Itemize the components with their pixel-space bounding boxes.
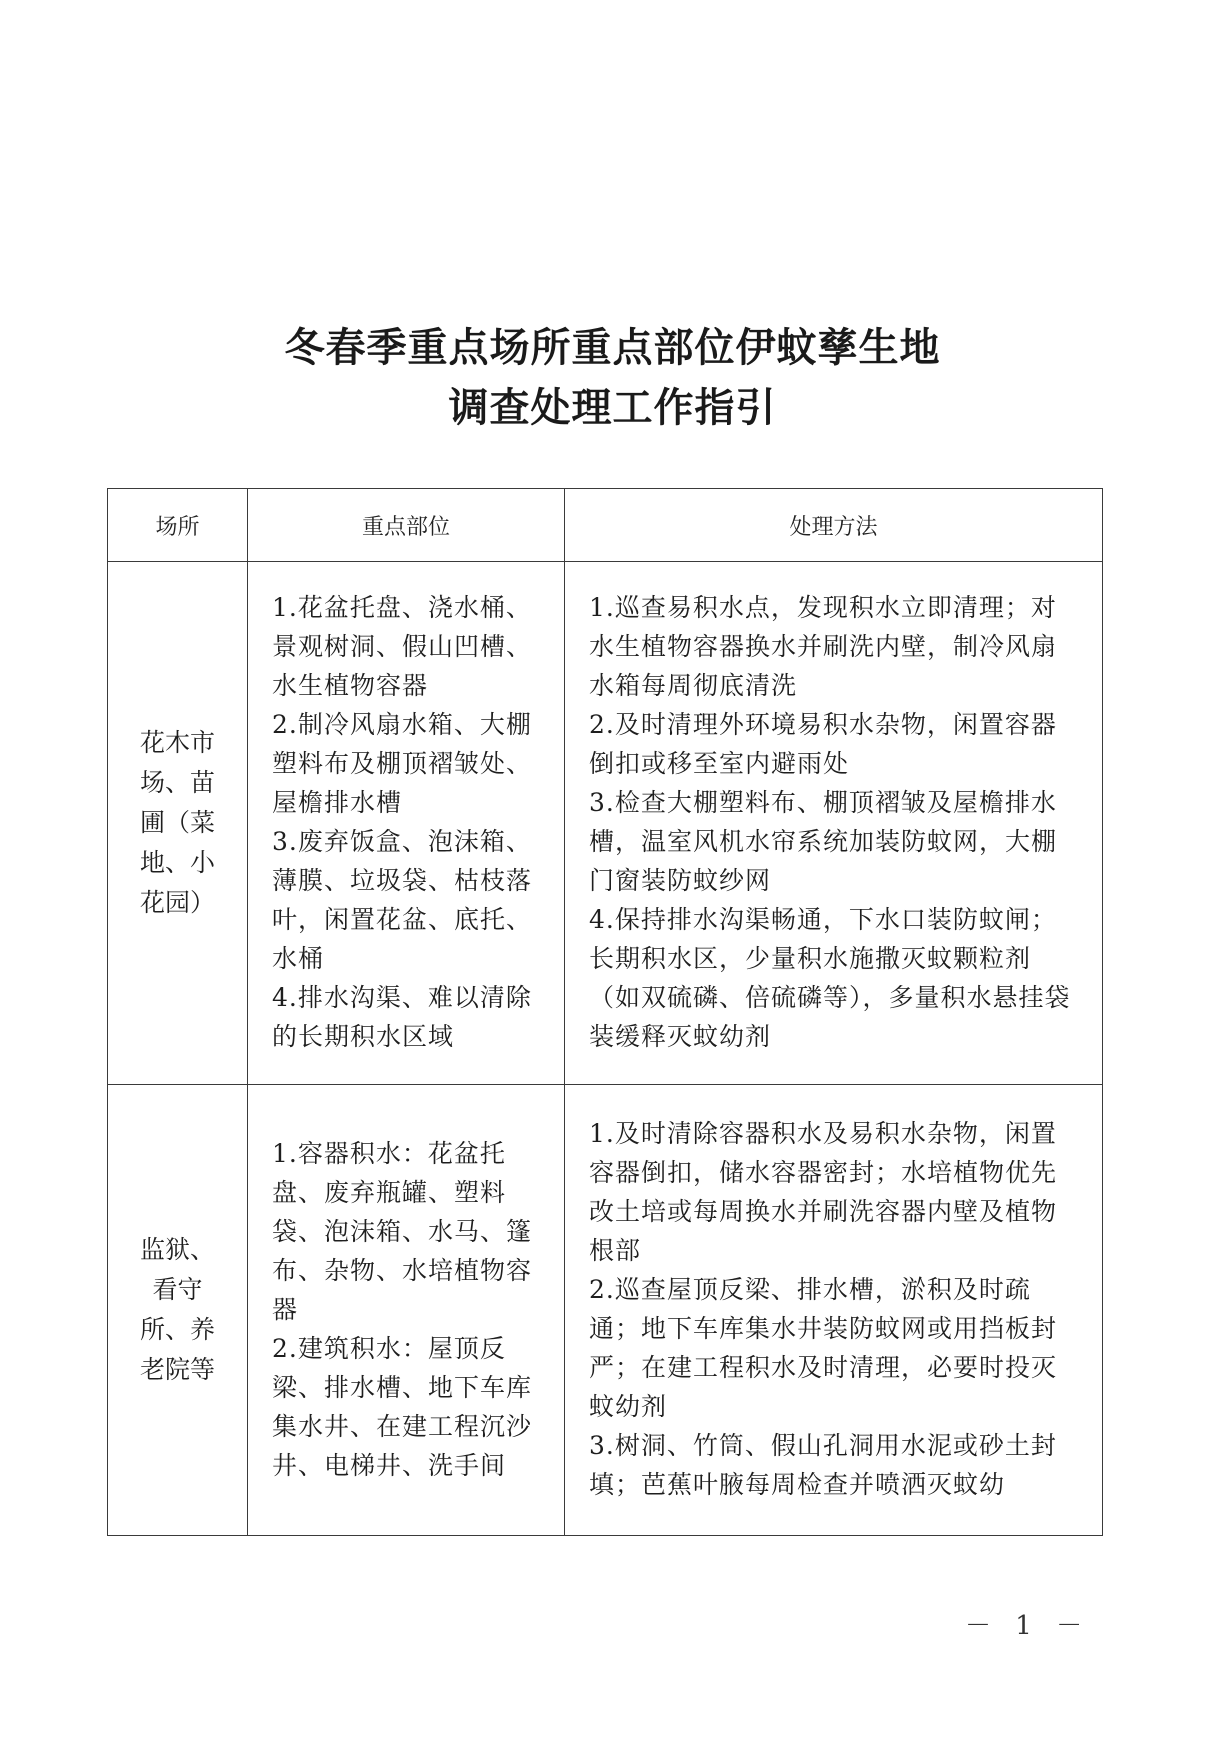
place-text: 地、小: [139, 848, 215, 877]
table-row: [108, 1085, 1103, 1536]
title-line-2: 调查处理工作指引: [448, 385, 777, 431]
methods-cell: [565, 562, 1103, 1085]
key-part-item: 3.废弃饭盒、泡沫箱、薄膜、垃圾袋、枯枝落叶，闲置花盆、底托、水桶: [272, 827, 533, 973]
key-parts-cell: [248, 1085, 565, 1536]
method-item: 2.巡查屋顶反梁、排水槽，淤积及时疏通；地下车库集水井装防蚊网或用挡板封严；在建工程积水及时清理，必要时投灭蚊幼剂: [589, 1275, 1058, 1421]
place-text: 花园）: [139, 888, 215, 917]
method-item: 1.及时清除容器积水及易积水杂物，闲置容器倒扣，储水容器密封；水培植物优先改土培或每周换水并刷洗容器内壁及植物根部: [589, 1119, 1058, 1265]
table-header-row: [108, 489, 1103, 562]
method-item: 4.保持排水沟渠畅通，下水口装防蚊闸；长期积水区，少量积水施撒灭蚊颗粒剂（如双硫磷、倍硫磷等），多量积水悬挂袋装缓释灭蚊幼剂: [589, 905, 1071, 1051]
header-methods: 处理方法: [565, 489, 1103, 562]
method-item: 3.检查大棚塑料布、棚顶褶皱及屋檐排水槽，温室风机水帘系统加装防蚊网，大棚门窗装防蚊纱网: [589, 788, 1058, 895]
place-text: 场、苗: [139, 768, 215, 797]
key-part-item: 1.容器积水：花盆托盘、废弃瓶罐、塑料袋、泡沫箱、水马、篷布、杂物、水培植物容器: [272, 1138, 533, 1324]
place-text: 所、养: [139, 1315, 215, 1344]
page-number: － 1 －: [965, 1611, 1091, 1641]
key-parts-cell: [248, 562, 565, 1085]
place-cell: [108, 562, 248, 1085]
method-item: 3.树洞、竹筒、假山孔洞用水泥或砂土封填；芭蕉叶腋每周检查并喷洒灭蚊幼: [589, 1431, 1057, 1499]
key-part-item: 1.花盆托盘、浇水桶、景观树洞、假山凹槽、水生植物容器: [272, 593, 533, 700]
place-text: 监狱、: [139, 1235, 215, 1264]
table-row: [108, 562, 1103, 1085]
place-cell: [108, 1085, 248, 1536]
place-text: 花木市: [139, 728, 215, 757]
place-text: 看守: [152, 1275, 203, 1304]
title-line-1: 冬春季重点场所重点部位伊蚊孳生地: [284, 325, 941, 371]
header-place: 场所: [108, 489, 248, 562]
place-text: 老院等: [139, 1355, 215, 1384]
header-key-parts: 重点部位: [248, 489, 565, 562]
guide-table: [107, 488, 1103, 1536]
key-part-item: 2.建筑积水：屋顶反梁、排水槽、地下车库集水井、在建工程沉沙井、电梯井、洗手间: [272, 1333, 533, 1480]
key-part-item: 2.制冷风扇水箱、大棚塑料布及棚顶褶皱处、屋檐排水槽: [272, 710, 533, 817]
key-part-item: 4.排水沟渠、难以清除的长期积水区域: [272, 983, 532, 1051]
method-item: 2.及时清理外环境易积水杂物，闲置容器倒扣或移至室内避雨处: [589, 710, 1057, 778]
methods-cell: [565, 1085, 1103, 1536]
method-item: 1.巡查易积水点，发现积水立即清理；对水生植物容器换水并刷洗内壁，制冷风扇水箱每周彻底清洗: [589, 593, 1058, 700]
place-text: 圃（菜: [139, 808, 215, 837]
document-title: [0, 318, 1225, 438]
